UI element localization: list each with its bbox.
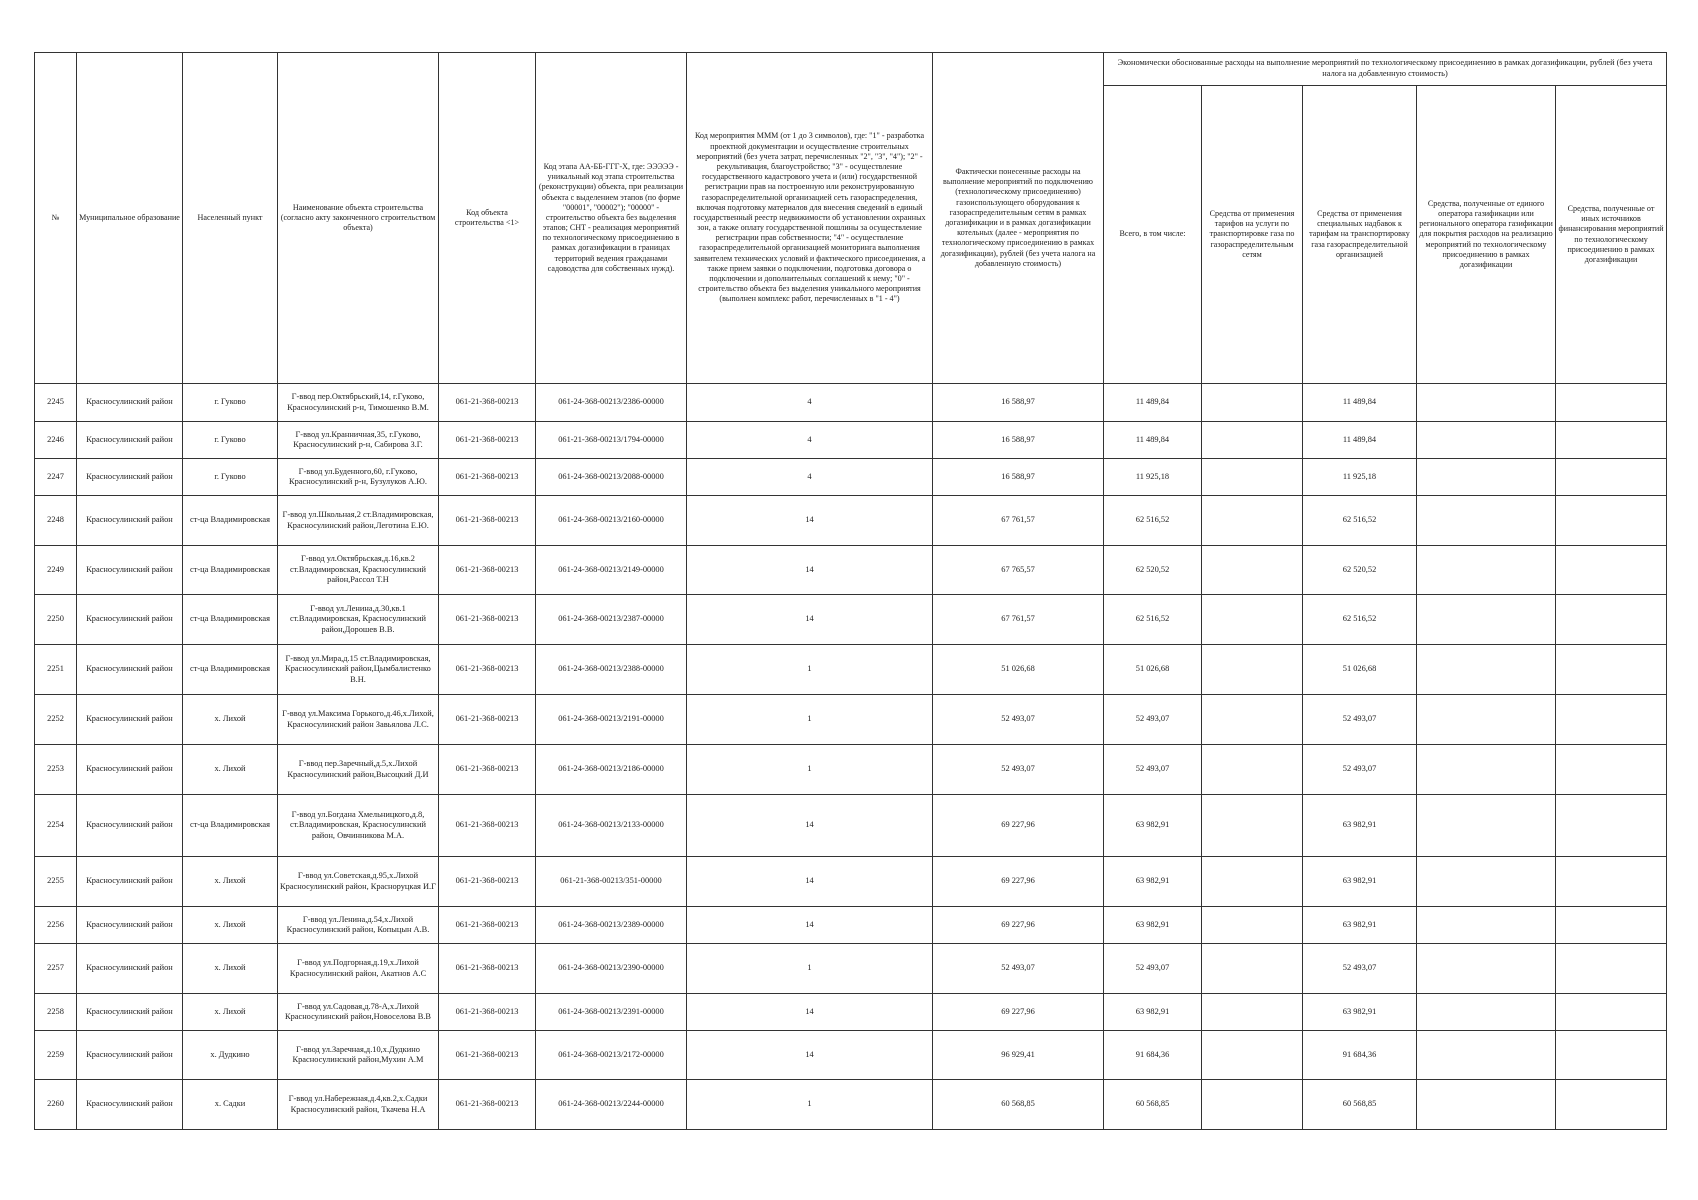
cell-actual-costs: 51 026,68 (933, 645, 1104, 695)
cell-operator-funds (1417, 595, 1556, 645)
cell-event-code: 1 (687, 645, 933, 695)
header-object-name: Наименование объекта строительства (согласно акту законченного строительством объекта) (278, 53, 439, 384)
cell-locality: ст-ца Владимировская (183, 546, 278, 595)
cell-object-code: 061-21-368-00213 (439, 1080, 536, 1130)
cell-event-code: 14 (687, 907, 933, 944)
cell-object-code: 061-21-368-00213 (439, 994, 536, 1031)
cell-total: 11 489,84 (1104, 384, 1202, 422)
cell-total: 62 516,52 (1104, 595, 1202, 645)
header-locality: Населенный пункт (183, 53, 278, 384)
cell-num: 2257 (35, 944, 77, 994)
cell-surcharge-funds: 11 489,84 (1303, 384, 1417, 422)
table-row (35, 907, 1667, 944)
cell-other-funds (1556, 384, 1667, 422)
cell-locality: г. Гуково (183, 384, 278, 422)
cell-operator-funds (1417, 1031, 1556, 1080)
cell-surcharge-funds: 63 982,91 (1303, 994, 1417, 1031)
cell-surcharge-funds: 91 684,36 (1303, 1031, 1417, 1080)
cell-num: 2246 (35, 422, 77, 459)
cell-locality: х. Садки (183, 1080, 278, 1130)
cell-operator-funds (1417, 745, 1556, 795)
cell-object-name: Г-ввод ул.Богдана Хмельницкого,д.8, ст.Владимировская, Красносулинский район, Овчинникова М.А. (278, 795, 439, 857)
table-row (35, 496, 1667, 546)
cell-stage-code: 061-24-368-00213/2389-00000 (536, 907, 687, 944)
cell-stage-code: 061-24-368-00213/2149-00000 (536, 546, 687, 595)
cell-operator-funds (1417, 645, 1556, 695)
cell-num: 2253 (35, 745, 77, 795)
cell-municipality: Красносулинский район (77, 1080, 183, 1130)
cell-actual-costs: 60 568,85 (933, 1080, 1104, 1130)
cell-surcharge-funds: 52 493,07 (1303, 944, 1417, 994)
cell-operator-funds (1417, 546, 1556, 595)
cell-num: 2245 (35, 384, 77, 422)
cell-other-funds (1556, 546, 1667, 595)
table-row (35, 745, 1667, 795)
header-total: Всего, в том числе: (1104, 86, 1202, 384)
cell-num: 2247 (35, 459, 77, 496)
cell-num: 2248 (35, 496, 77, 546)
cell-actual-costs: 67 765,57 (933, 546, 1104, 595)
cell-object-code: 061-21-368-00213 (439, 496, 536, 546)
cell-municipality: Красносулинский район (77, 857, 183, 907)
header-other-funds: Средства, полученные от иных источников финансирования мероприятий по технологическому присоединению в рамках догазификации (1556, 86, 1667, 384)
cell-object-name: Г-ввод ул.Октябрьская,д.16,кв.2 ст.Владимировская, Красносулинский район,Рассол Т.Н (278, 546, 439, 595)
table-row (35, 1080, 1667, 1130)
cell-tariff-funds (1202, 645, 1303, 695)
cell-actual-costs: 16 588,97 (933, 384, 1104, 422)
cell-locality: г. Гуково (183, 459, 278, 496)
cell-tariff-funds (1202, 384, 1303, 422)
header-tariff-funds: Средства от применения тарифов на услуги по транспортировке газа по газораспределительным сетям (1202, 86, 1303, 384)
cell-operator-funds (1417, 695, 1556, 745)
cell-locality: х. Лихой (183, 695, 278, 745)
cell-tariff-funds (1202, 994, 1303, 1031)
cell-locality: г. Гуково (183, 422, 278, 459)
table-row (35, 595, 1667, 645)
document-page (34, 52, 1666, 1130)
cell-object-name: Г-ввод ул.Школьная,2 ст.Владимировская, Красносулинский район,Леготина Е.Ю. (278, 496, 439, 546)
cell-event-code: 1 (687, 1080, 933, 1130)
cell-actual-costs: 52 493,07 (933, 695, 1104, 745)
cell-total: 11 925,18 (1104, 459, 1202, 496)
cell-surcharge-funds: 11 925,18 (1303, 459, 1417, 496)
cell-object-code: 061-21-368-00213 (439, 944, 536, 994)
cell-tariff-funds (1202, 422, 1303, 459)
header-actual-costs: Фактически понесенные расходы на выполнение мероприятий по подключению (технологическому присоединению) газоиспользующего оборудования к газораспределительным сетям в рамках догазификации и в рамках догазификации котельных (далее - мероприятия по технологическому присоединению в рамках догазификации), рублей (без учета налога на добавленную стоимость) (933, 53, 1104, 384)
header-surcharge-funds: Средства от применения специальных надбавок к тарифам на транспортировку газа газораспределительной организацией (1303, 86, 1417, 384)
cell-stage-code: 061-24-368-00213/2390-00000 (536, 944, 687, 994)
cell-tariff-funds (1202, 695, 1303, 745)
cell-num: 2256 (35, 907, 77, 944)
cell-other-funds (1556, 745, 1667, 795)
table-row (35, 645, 1667, 695)
table-row (35, 944, 1667, 994)
cell-municipality: Красносулинский район (77, 745, 183, 795)
cell-actual-costs: 69 227,96 (933, 857, 1104, 907)
cell-num: 2254 (35, 795, 77, 857)
cell-surcharge-funds: 11 489,84 (1303, 422, 1417, 459)
table-header (35, 53, 1667, 384)
cell-object-code: 061-21-368-00213 (439, 745, 536, 795)
cell-object-code: 061-21-368-00213 (439, 907, 536, 944)
cell-surcharge-funds: 63 982,91 (1303, 857, 1417, 907)
cell-event-code: 14 (687, 857, 933, 907)
table-row (35, 994, 1667, 1031)
table-body (35, 384, 1667, 1130)
cell-object-name: Г-ввод ул.Заречная,д.10,х.Дудкино Красносулинский район,Мухин А.М (278, 1031, 439, 1080)
cell-tariff-funds (1202, 857, 1303, 907)
cell-total: 52 493,07 (1104, 695, 1202, 745)
cell-surcharge-funds: 63 982,91 (1303, 795, 1417, 857)
cell-actual-costs: 52 493,07 (933, 944, 1104, 994)
cell-event-code: 14 (687, 546, 933, 595)
cell-tariff-funds (1202, 1080, 1303, 1130)
cell-event-code: 1 (687, 745, 933, 795)
cell-surcharge-funds: 52 493,07 (1303, 745, 1417, 795)
cell-stage-code: 061-24-368-00213/2088-00000 (536, 459, 687, 496)
cell-num: 2252 (35, 695, 77, 745)
cell-total: 63 982,91 (1104, 907, 1202, 944)
cell-total: 52 493,07 (1104, 944, 1202, 994)
header-economic-costs-group: Экономически обоснованные расходы на выполнение мероприятий по технологическому присоединению в рамках догазификации, рублей (без учета налога на добавленную стоимость) (1104, 53, 1667, 86)
cell-other-funds (1556, 459, 1667, 496)
cell-object-code: 061-21-368-00213 (439, 795, 536, 857)
cell-municipality: Красносулинский район (77, 459, 183, 496)
cell-other-funds (1556, 695, 1667, 745)
cell-object-code: 061-21-368-00213 (439, 645, 536, 695)
cell-operator-funds (1417, 907, 1556, 944)
cell-locality: х. Лихой (183, 745, 278, 795)
table-row (35, 459, 1667, 496)
cell-operator-funds (1417, 459, 1556, 496)
header-municipality: Муниципальное образование (77, 53, 183, 384)
cell-object-name: Г-ввод ул.Садовая,д.78-А,х.Лихой Красносулинский район,Новоселова В.В (278, 994, 439, 1031)
cell-surcharge-funds: 62 516,52 (1303, 595, 1417, 645)
cell-total: 51 026,68 (1104, 645, 1202, 695)
header-operator-funds: Средства, полученные от единого оператора газификации или регионального оператора газификации для покрытия расходов на реализацию мероприятий по технологическому присоединению в рамках догазификации (1417, 86, 1556, 384)
cell-operator-funds (1417, 857, 1556, 907)
cell-other-funds (1556, 994, 1667, 1031)
cell-locality: х. Лихой (183, 857, 278, 907)
cell-num: 2260 (35, 1080, 77, 1130)
cell-tariff-funds (1202, 944, 1303, 994)
cell-locality: х. Лихой (183, 944, 278, 994)
cell-object-name: Г-ввод ул.Максима Горького,д.46,х.Лихой, Красносулинский район Завьялова Л.С. (278, 695, 439, 745)
cell-municipality: Красносулинский район (77, 422, 183, 459)
cell-surcharge-funds: 52 493,07 (1303, 695, 1417, 745)
cell-tariff-funds (1202, 745, 1303, 795)
cell-event-code: 1 (687, 944, 933, 994)
cell-surcharge-funds: 62 516,52 (1303, 496, 1417, 546)
cell-other-funds (1556, 422, 1667, 459)
cell-object-code: 061-21-368-00213 (439, 1031, 536, 1080)
cell-event-code: 4 (687, 422, 933, 459)
cell-object-name: Г-ввод ул.Советская,д.95,х.Лихой Красносулинский район, Красноруцкая И.Г (278, 857, 439, 907)
cell-surcharge-funds: 63 982,91 (1303, 907, 1417, 944)
cell-other-funds (1556, 907, 1667, 944)
cell-event-code: 1 (687, 695, 933, 745)
cell-other-funds (1556, 496, 1667, 546)
cell-total: 63 982,91 (1104, 795, 1202, 857)
cell-object-code: 061-21-368-00213 (439, 422, 536, 459)
table-row (35, 1031, 1667, 1080)
cell-operator-funds (1417, 944, 1556, 994)
cell-event-code: 14 (687, 1031, 933, 1080)
cell-object-name: Г-ввод пер.Октябрьский,14, г.Гуково, Красносулинский р-н, Тимошенко В.М. (278, 384, 439, 422)
cell-operator-funds (1417, 496, 1556, 546)
cell-municipality: Красносулинский район (77, 695, 183, 745)
cell-municipality: Красносулинский район (77, 546, 183, 595)
cell-object-code: 061-21-368-00213 (439, 595, 536, 645)
cell-stage-code: 061-24-368-00213/2191-00000 (536, 695, 687, 745)
cell-event-code: 14 (687, 795, 933, 857)
cell-other-funds (1556, 1031, 1667, 1080)
cell-total: 60 568,85 (1104, 1080, 1202, 1130)
cell-stage-code: 061-21-368-00213/1794-00000 (536, 422, 687, 459)
cell-tariff-funds (1202, 907, 1303, 944)
cell-actual-costs: 69 227,96 (933, 795, 1104, 857)
cell-object-name: Г-ввод ул.Ленина,д.54,х.Лихой Красносулинский район, Копыцын А.В. (278, 907, 439, 944)
cell-actual-costs: 69 227,96 (933, 907, 1104, 944)
cell-event-code: 14 (687, 595, 933, 645)
cell-object-name: Г-ввод ул.Подгорная,д.19,х.Лихой Красносулинский район, Акатнов А.С (278, 944, 439, 994)
cell-total: 63 982,91 (1104, 857, 1202, 907)
cell-stage-code: 061-24-368-00213/2388-00000 (536, 645, 687, 695)
cell-other-funds (1556, 944, 1667, 994)
cell-stage-code: 061-24-368-00213/2160-00000 (536, 496, 687, 546)
cell-tariff-funds (1202, 795, 1303, 857)
cell-object-name: Г-ввод ул.Ленина,д.30,кв.1 ст.Владимировская, Красносулинский район,Дорошев В.В. (278, 595, 439, 645)
cell-other-funds (1556, 1080, 1667, 1130)
cell-stage-code: 061-21-368-00213/351-00000 (536, 857, 687, 907)
cell-operator-funds (1417, 422, 1556, 459)
cell-operator-funds (1417, 994, 1556, 1031)
cell-object-name: Г-ввод ул.Мира,д.15 ст.Владимировская, Красносулинский район,Цымбалистенко В.Н. (278, 645, 439, 695)
cell-tariff-funds (1202, 1031, 1303, 1080)
cell-total: 62 516,52 (1104, 496, 1202, 546)
gasification-cost-table (34, 52, 1667, 1130)
cell-total: 63 982,91 (1104, 994, 1202, 1031)
cell-object-name: Г-ввод ул.Набережная,д.4,кв.2,х.Садки Красносулинский район, Ткачева Н.А (278, 1080, 439, 1130)
table-row (35, 695, 1667, 745)
table-row (35, 384, 1667, 422)
cell-locality: ст-ца Владимировская (183, 496, 278, 546)
table-row (35, 546, 1667, 595)
cell-num: 2258 (35, 994, 77, 1031)
cell-actual-costs: 67 761,57 (933, 496, 1104, 546)
cell-num: 2250 (35, 595, 77, 645)
cell-municipality: Красносулинский район (77, 645, 183, 695)
cell-total: 62 520,52 (1104, 546, 1202, 595)
cell-surcharge-funds: 62 520,52 (1303, 546, 1417, 595)
cell-surcharge-funds: 51 026,68 (1303, 645, 1417, 695)
table-row (35, 422, 1667, 459)
cell-stage-code: 061-24-368-00213/2244-00000 (536, 1080, 687, 1130)
cell-municipality: Красносулинский район (77, 384, 183, 422)
cell-municipality: Красносулинский район (77, 795, 183, 857)
cell-num: 2251 (35, 645, 77, 695)
cell-actual-costs: 16 588,97 (933, 422, 1104, 459)
cell-object-name: Г-ввод ул.Буденного,60, г.Гуково, Красносулинский р-н, Бузулуков А.Ю. (278, 459, 439, 496)
cell-stage-code: 061-24-368-00213/2186-00000 (536, 745, 687, 795)
cell-municipality: Красносулинский район (77, 595, 183, 645)
cell-object-code: 061-21-368-00213 (439, 384, 536, 422)
table-row (35, 857, 1667, 907)
cell-locality: х. Лихой (183, 994, 278, 1031)
cell-municipality: Красносулинский район (77, 994, 183, 1031)
cell-locality: х. Дудкино (183, 1031, 278, 1080)
cell-other-funds (1556, 645, 1667, 695)
header-object-code: Код объекта строительства <1> (439, 53, 536, 384)
cell-tariff-funds (1202, 496, 1303, 546)
cell-object-code: 061-21-368-00213 (439, 459, 536, 496)
cell-stage-code: 061-24-368-00213/2172-00000 (536, 1031, 687, 1080)
header-stage-code: Код этапа АА-ББ-ГГГ-Х, где: ЭЭЭЭЭ - уникальный код этапа строительства (реконструкции) объекта, при реализации объекта с выделением этапов (по форме "00001", "00002"); "00000" - строительство объекта без выделения этапов; СНТ - реализация мероприятий по технологическому присоединению в рамках догазификации в границах территорий ведения гражданами садоводства для собственных нужд). (536, 53, 687, 384)
cell-surcharge-funds: 60 568,85 (1303, 1080, 1417, 1130)
cell-total: 91 684,36 (1104, 1031, 1202, 1080)
cell-num: 2249 (35, 546, 77, 595)
cell-event-code: 4 (687, 459, 933, 496)
cell-object-name: Г-ввод пер.Заречный,д.5,х.Лихой Красносулинский район,Высоцкий Д.И (278, 745, 439, 795)
cell-stage-code: 061-24-368-00213/2391-00000 (536, 994, 687, 1031)
cell-municipality: Красносулинский район (77, 944, 183, 994)
cell-object-code: 061-21-368-00213 (439, 857, 536, 907)
cell-event-code: 4 (687, 384, 933, 422)
cell-actual-costs: 16 588,97 (933, 459, 1104, 496)
cell-locality: ст-ца Владимировская (183, 595, 278, 645)
cell-object-code: 061-21-368-00213 (439, 695, 536, 745)
cell-locality: ст-ца Владимировская (183, 795, 278, 857)
table-row (35, 795, 1667, 857)
cell-other-funds (1556, 795, 1667, 857)
cell-other-funds (1556, 857, 1667, 907)
cell-tariff-funds (1202, 595, 1303, 645)
cell-stage-code: 061-24-368-00213/2386-00000 (536, 384, 687, 422)
cell-num: 2255 (35, 857, 77, 907)
cell-operator-funds (1417, 1080, 1556, 1130)
header-event-code: Код мероприятия МММ (от 1 до 3 символов), где: "1" - разработка проектной документации и осуществление строительных мероприятий (без учета затрат, перечисленных "2", "3", "4"); "2" - рекультивация, благоустройство; "3" - осуществление государственного кадастрового учета и (или) государственной регистрации прав на построенную или реконструированную газораспределительной организацией сеть газораспределения, включая подготовку материалов для внесения сведений в единый государственный реестр недвижимости об установлении охранных зон, а также оплату государственной пошлины за осуществление регистрации прав собственности; "4" - осуществление газораспределительной организацией мониторинга выполнения заявителем технических условий и фактического присоединения, а также прием заявки о подключении, подготовка договора о подключении и дополнительных соглашений к нему; "0" - строительство объекта без выделения уникального мероприятия (выполнен комплекс работ, перечисленных в "1 - 4") (687, 53, 933, 384)
cell-total: 11 489,84 (1104, 422, 1202, 459)
cell-operator-funds (1417, 384, 1556, 422)
cell-object-code: 061-21-368-00213 (439, 546, 536, 595)
cell-tariff-funds (1202, 459, 1303, 496)
cell-event-code: 14 (687, 496, 933, 546)
cell-num: 2259 (35, 1031, 77, 1080)
cell-actual-costs: 96 929,41 (933, 1031, 1104, 1080)
cell-stage-code: 061-24-368-00213/2387-00000 (536, 595, 687, 645)
cell-municipality: Красносулинский район (77, 496, 183, 546)
header-num: № (35, 53, 77, 384)
cell-locality: х. Лихой (183, 907, 278, 944)
cell-locality: ст-ца Владимировская (183, 645, 278, 695)
cell-municipality: Красносулинский район (77, 907, 183, 944)
cell-actual-costs: 52 493,07 (933, 745, 1104, 795)
cell-municipality: Красносулинский район (77, 1031, 183, 1080)
cell-operator-funds (1417, 795, 1556, 857)
cell-stage-code: 061-24-368-00213/2133-00000 (536, 795, 687, 857)
cell-tariff-funds (1202, 546, 1303, 595)
cell-actual-costs: 67 761,57 (933, 595, 1104, 645)
cell-actual-costs: 69 227,96 (933, 994, 1104, 1031)
cell-event-code: 14 (687, 994, 933, 1031)
cell-total: 52 493,07 (1104, 745, 1202, 795)
cell-other-funds (1556, 595, 1667, 645)
cell-object-name: Г-ввод ул.Кранничная,35, г.Гуково, Красносулинский р-н, Сабирова З.Г. (278, 422, 439, 459)
